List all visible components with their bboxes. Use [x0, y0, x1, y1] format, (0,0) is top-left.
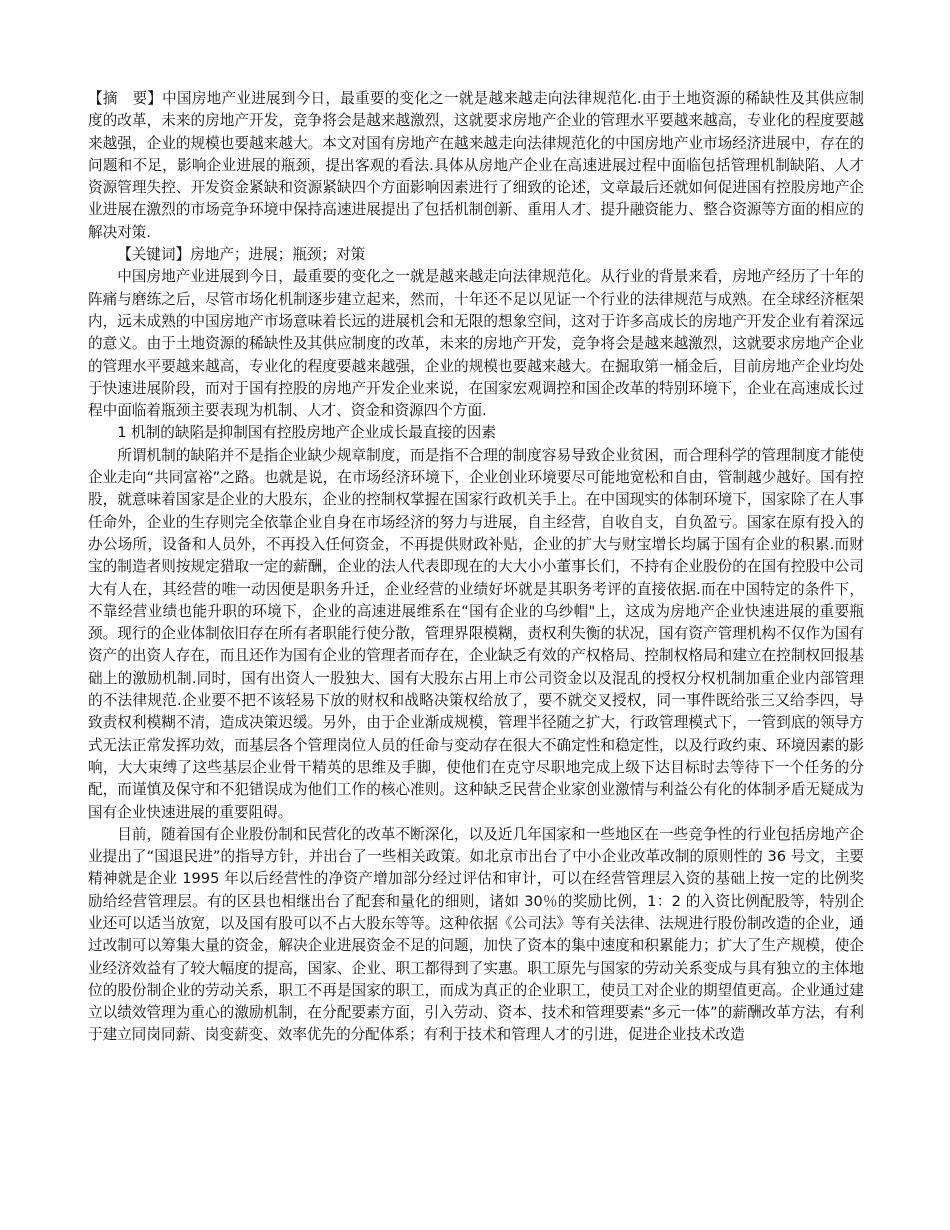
keywords-line: 【关键词】房地产；进展；瓶颈；对策 — [117, 246, 366, 264]
section-1-paragraph-1: 所谓机制的缺陷并不是指企业缺少规章制度，而是指不合理的制度容易导致企业贫困，而合理科学的管理制度才能使企业走向“共同富裕”之路。也就是说，在市场经济环境下，企业创业环境要尽可能地宽松和自由，管制越少越好。国有控股，就意味着国家是企业的大股东，企业的控制权掌握在国家行政机关手上。在中国现实的体制环境下，国家除了在人事任命外，企业的生存则完全依靠企业自身在市场经济的努力与进展，自主经营，自收自支，自负盈亏。国家在原有投入的办公场所，设备和人员外，不再投入任何资金，不再提供财政补贴，企业的扩大与财宝增长均属于国有企业的积累.而财宝的制造者则按规定猎取一定的薪酬，企业的法人代表即现在的大大小小董事长们，不持有企业股份的在国有控股中公司大有人在，其经营的唯一动因便是职务升迁，企业经营的业绩好坏就是其职务考评的直接依据.而在中国特定的条件下，不靠经营业绩也能升职的环境下，企业的高速进展维系在“国有企业的乌纱帽"上，这成为房地产企业快速进展的重要瓶颈。现行的企业体制依旧存在所有者职能行使分散，管理界限模糊，责权利失衡的状况，国有资产管理机构不仅作为国有资产的出资人存在，而且还作为国有企业的管理者而存在，企业缺乏有效的产权格局、控制权格局和建立在控制权回报基础上的激励机制.同时，国有出资人一股独大、国有大股东占用上市公司资金以及混乱的授权分权机制加重企业内部管理的不法律规范.企业要不把不该轻易下放的财权和战略决策权给放了，要不就交叉授权，同一事件既给张三又给李四，导致责权利模糊不清，造成决策迟缓。另外，由于企业渐成规模，管理半径随之扩大，行政管理模式下，一管到底的领导方式无法正常发挥功效，而基层各个管理岗位人员的任命与变动存在很大不确定性和稳定性，以及行政约束、环境因素的影响，大大束缚了这些基层企业骨干精英的思维及手脚，使他们在克守尽职地完成上级下达目标时去等待下一个任务的分配，而谨慎及保守和不犯错误成为他们工作的核心准则。这种缺乏民营企业家创业激情与利益公有化的体制矛盾无疑成为国有企业快速进展的重要阻碍。 — [88, 446, 864, 821]
section-1-heading: 1 机制的缺陷是抑制国有控股房地产企业成长最直接的因素 — [117, 424, 496, 442]
intro-paragraph: 中国房地产业进展到今日，最重要的变化之一就是越来越走向法律规范化。从行业的背景来看，房地产经历了十年的阵痛与磨练之后，尽管市场化机制逐步建立起来，然而，十年还不足以见证一个行业的法律规范与成熟。在全球经济框架内，远未成熟的中国房地产市场意味着长远的进展机会和无限的想象空间，这对于许多高成长的房地产开发企业有着深远的意义。由于土地资源的稀缺性及其供应制度的改革，未来的房地产开发，竞争将会是越来越激烈，这就要求房地产企业的管理水平要越来越高，专业化的程度要越来越强，企业的规模也要越来越大。在掘取第一桶金后，目前房地产企业均处于快速进展阶段，而对于国有控股的房地产开发企业来说，在国家宏观调控和国企改革的特别环境下，企业在高速成长过程中面临着瓶颈主要表现为机制、人才、资金和资源四个方面. — [88, 268, 864, 420]
abstract-paragraph: 【摘 要】中国房地产业进展到今日，最重要的变化之一就是越来越走向法律规范化.由于土地资源的稀缺性及其供应制度的改革，未来的房地产开发，竞争将会是越来越激烈，这就要求房地产企业的管理水平要越来越高，专业化的程度要越来越强，企业的规模也要越来越大。本文对国有房地产在越来越走向法律规范化的中国房地产业市场经济进展中，存在的问题和不足，影响企业进展的瓶颈，提出客观的看法.具体从房地产企业在高速进展过程中面临包括管理机制缺陷、人才资源管理失控、开发资金紧缺和资源紧缺四个方面影响因素进行了细致的论述，文章最后还就如何促进国有控股房地产企业进展在激烈的市场竞争环境中保持高速进展提出了包括机制创新、重用人才、提升融资能力、整合资源等方面的相应的解决对策. — [88, 90, 864, 241]
section-1-paragraph-2: 目前，随着国有企业股份制和民营化的改革不断深化，以及近几年国家和一些地区在一些竞争性的行业包括房地产企业提出了“国退民进”的指导方针，并出台了一些相关政策。如北京市出台了中小企业改革改制的原则性的 36 号文，主要精神就是企业 1995 年以后经营性的净资产增加部分经过评估和审计，可以在经营管理层入资的基础上按一定的比例奖励给经营管理层。有的区县也相继出台了配套和量化的细则，诸如 30％的奖励比例，1：2 的入资比例配股等，特别企业还可以适当放宽，以及国有股可以不占大股东等等。这种依据《公司法》等有关法律、法规进行股份制改造的企业，通过改制可以筹集大量的资金，解决企业进展资金不足的问题，加快了资本的集中速度和积累能力；扩大了生产规模，使企业经济效益有了较大幅度的提高，国家、企业、职工都得到了实惠。职工原先与国家的劳动关系变成与具有独立的主体地位的股份制企业的劳动关系，职工不再是国家的职工，而成为真正的企业职工，使员工对企业的期望值更高。企业通过建立以绩效管理为重心的激励机制，在分配要素方面，引入劳动、资本、技术和管理要素“多元一体”的薪酬改革方法，有利于建立同岗同薪、岗变薪变、效率优先的分配体系；有利于技术和管理人才的引进，促进企业技术改造 — [88, 825, 864, 1044]
